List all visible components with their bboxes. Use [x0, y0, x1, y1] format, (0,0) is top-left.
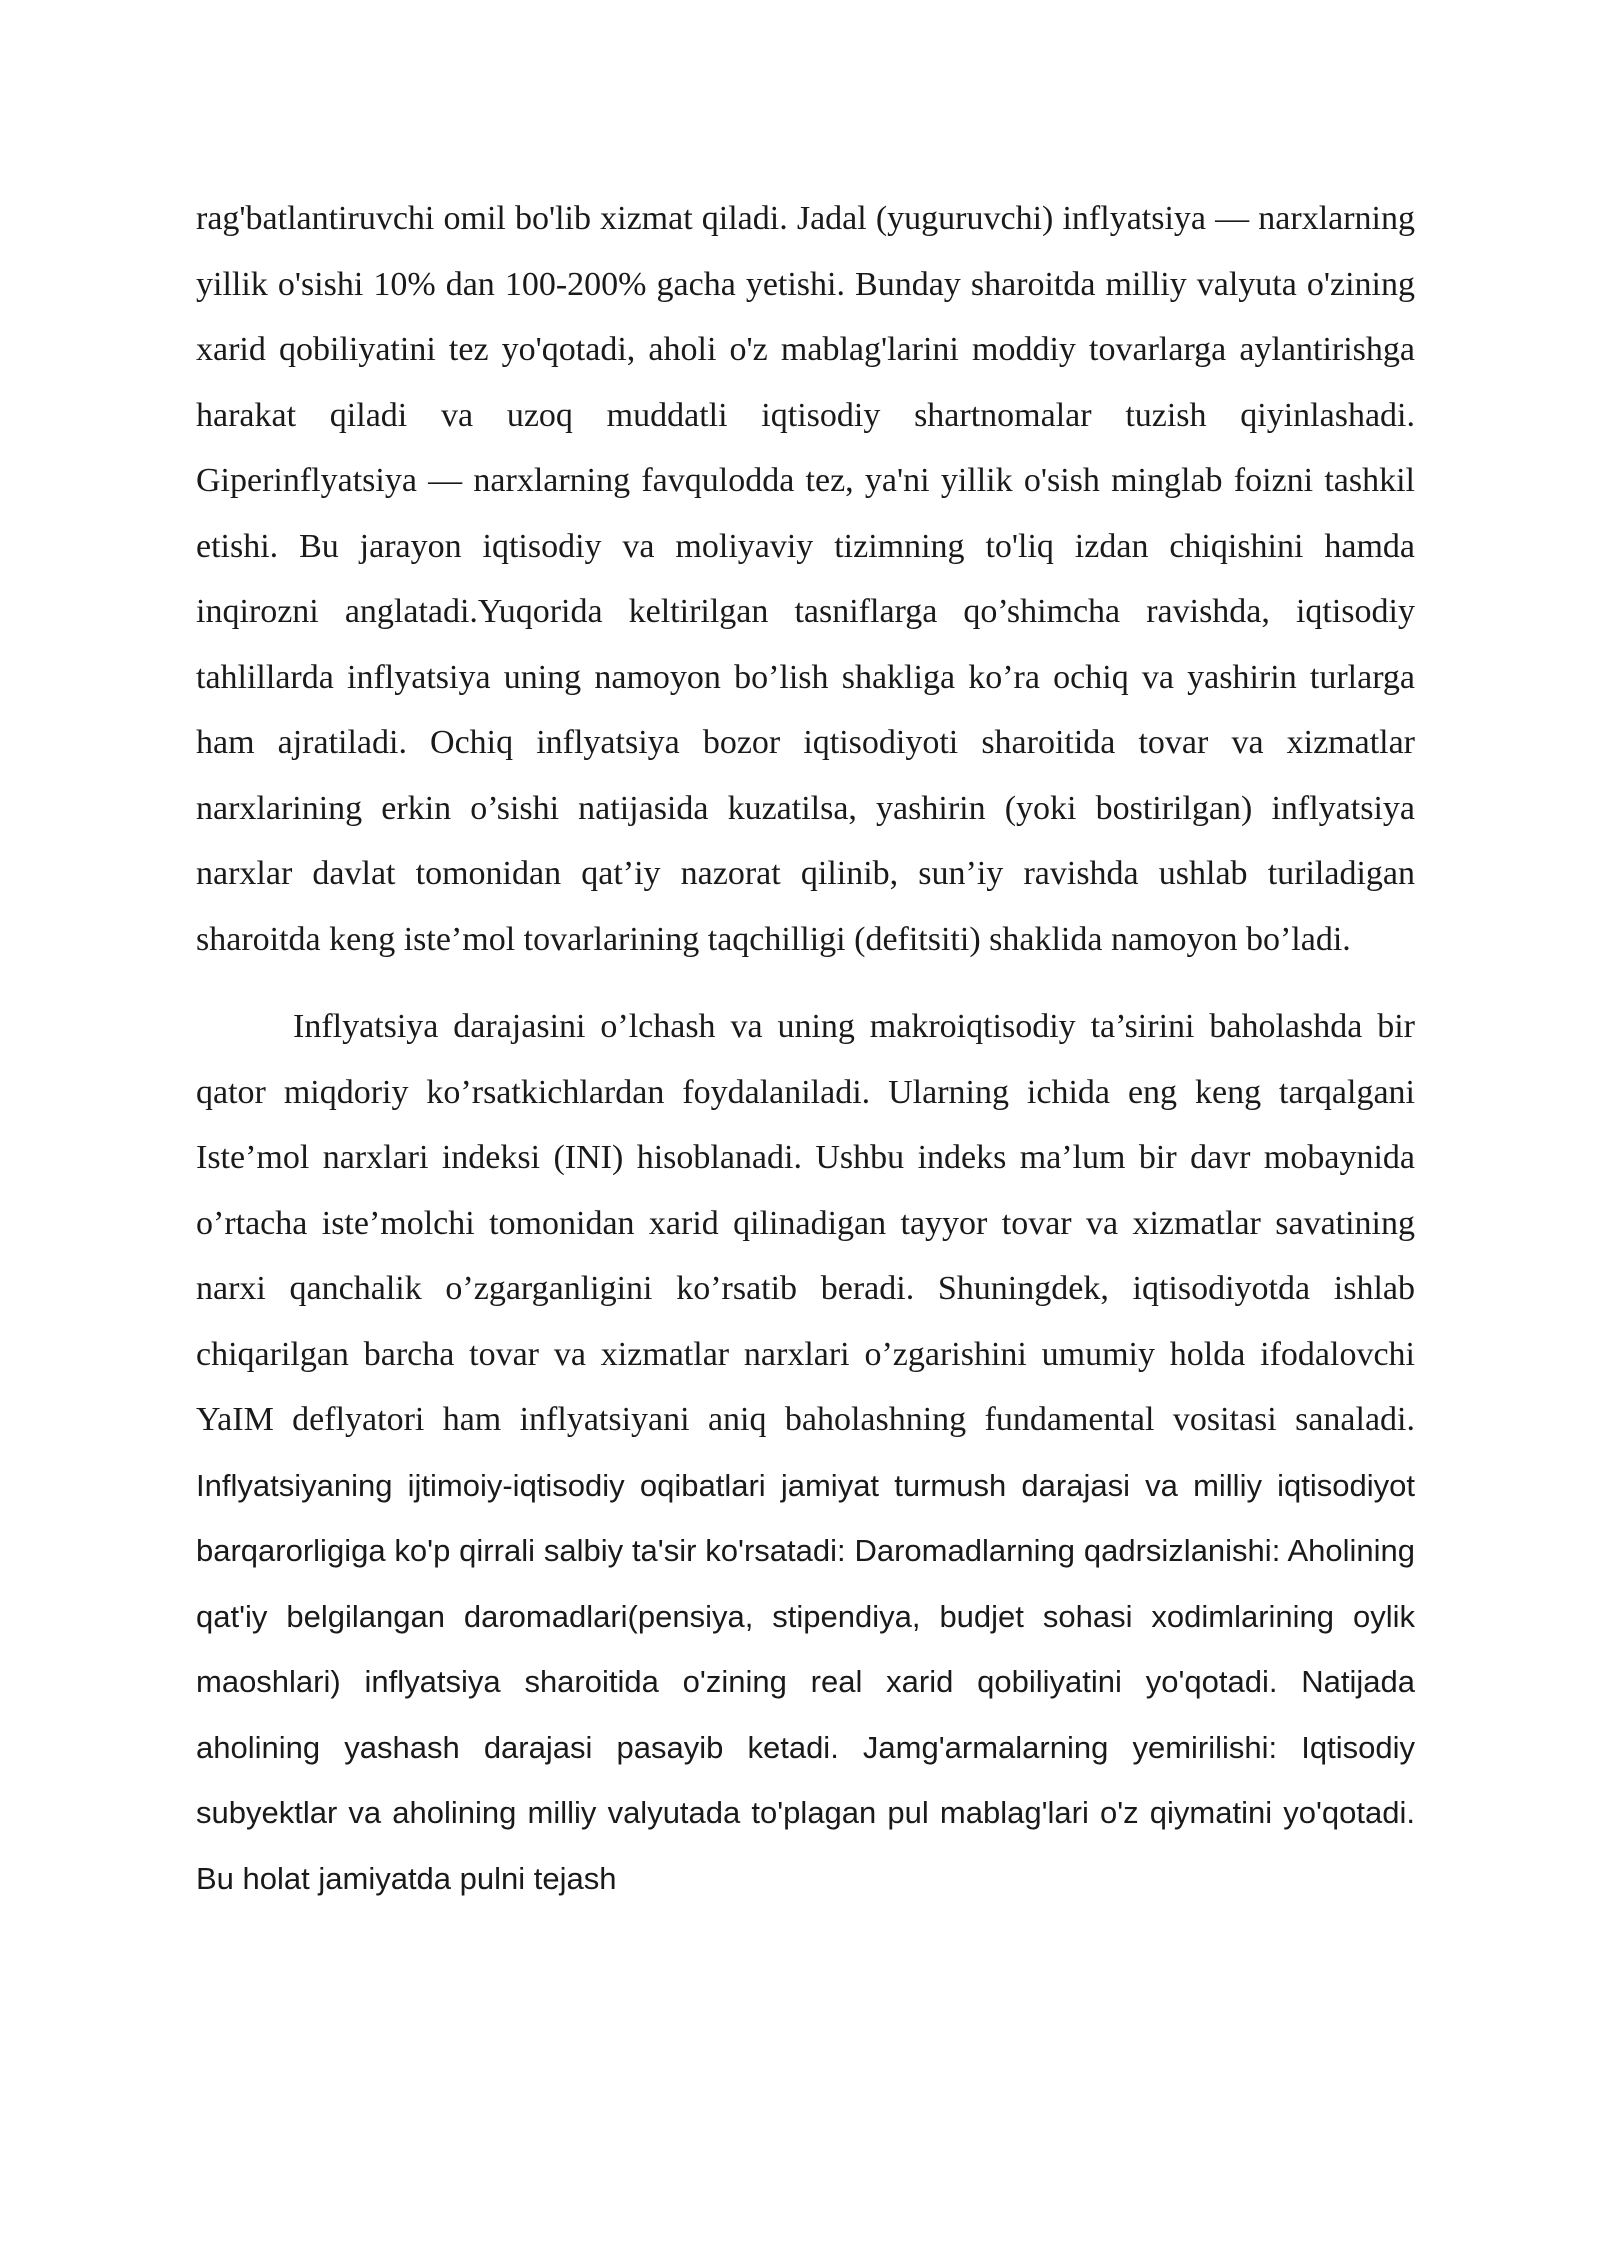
paragraph-inflation-measurement-text: Inflyatsiya darajasini o’lchash va uning makroiqtisodiy ta’sirini baholashda bir qator miqdoriy ko’rsatkichlardan foydalaniladi. Ularning ichida eng keng tarqalgani Iste’mol narxlari indeksi (INI) hisoblanadi. Ushbu indeks ma’lum bir davr mobaynida o’rtacha iste’molchi tomonidan xarid qilinadigan tayyor tovar va xizmatlar savatining narxi qanchalik o’zgarganligini ko’rsatib beradi. Shuningdek, iqtisodiyotda ishlab chiqarilgan barcha tovar va xizmatlar narxlari o’zgarishini umumiy holda ifodalovchi YaIM deflyatori ham inflyatsiyani aniq baholashning fundamental vositasi sanaladi. [196, 1008, 1415, 1438]
paragraph-inflation-types-text: rag'batlantiruvchi omil bo'lib xizmat qiladi. Jadal (yuguruvchi) inflyatsiya — narxlarning yillik o'sishi 10% dan 100-200% gacha yetishi. Bunday sharoitda milliy valyuta o'zining xarid qobiliyatini tez yo'qotadi, aholi o'z mablag'larini moddiy tovarlarga aylantirishga harakat qiladi va uzoq muddatli iqtisodiy shartnomalar tuzish qiyinlashadi. Giperinflyatsiya — narxlarning favqulodda tez, ya'ni yillik o'sish minglab foizni tashkil etishi. Bu jarayon iqtisodiy va moliyaviy tizimning to'liq izdan chiqishini hamda inqirozni anglatadi.Yuqorida keltirilgan tasniflarga qo’shimcha ravishda, iqtisodiy tahlillarda inflyatsiya uning namoyon bo’lish shakliga ko’ra ochiq va yashirin turlarga ham ajratiladi. Ochiq inflyatsiya bozor iqtisodiyoti sharoitida tovar va xizmatlar narxlarining erkin o’sishi natijasida kuzatilsa, yashirin (yoki bostirilgan) inflyatsiya narxlar davlat tomonidan qat’iy nazorat qilinib, sun’iy ravishda ushlab turiladigan sharoitda keng iste’mol tovarlarining taqchilligi (defitsiti) shaklida namoyon bo’ladi. [196, 200, 1415, 958]
document-page [196, 186, 1415, 1911]
paragraph-inflation-types [196, 186, 1415, 972]
paragraph-inflation-consequences-text: Inflyatsiyaning ijtimoiy-iqtisodiy oqibatlari jamiyat turmush darajasi va milliy iqtisodiyot barqarorligiga ko'p qirrali salbiy ta'sir ko'rsatadi: Daromadlarning qadrsizlanishi: Aholining qat'iy belgilangan daromadlari(pensiya, stipendiya, budjet sohasi xodimlarining oylik maoshlari) inflyatsiya sharoitida o'zining real xarid qobiliyatini yo'qotadi. Natijada aholining yashash darajasi pasayib ketadi. Jamg'armalarning yemirilishi: Iqtisodiy subyektlar va aholining milliy valyutada to'plagan pul mablag'lari o'z qiymatini yo'qotadi. Bu holat jamiyatda pulni tejash [196, 1467, 1415, 1896]
paragraph-inflation-measurement [196, 994, 1415, 1911]
